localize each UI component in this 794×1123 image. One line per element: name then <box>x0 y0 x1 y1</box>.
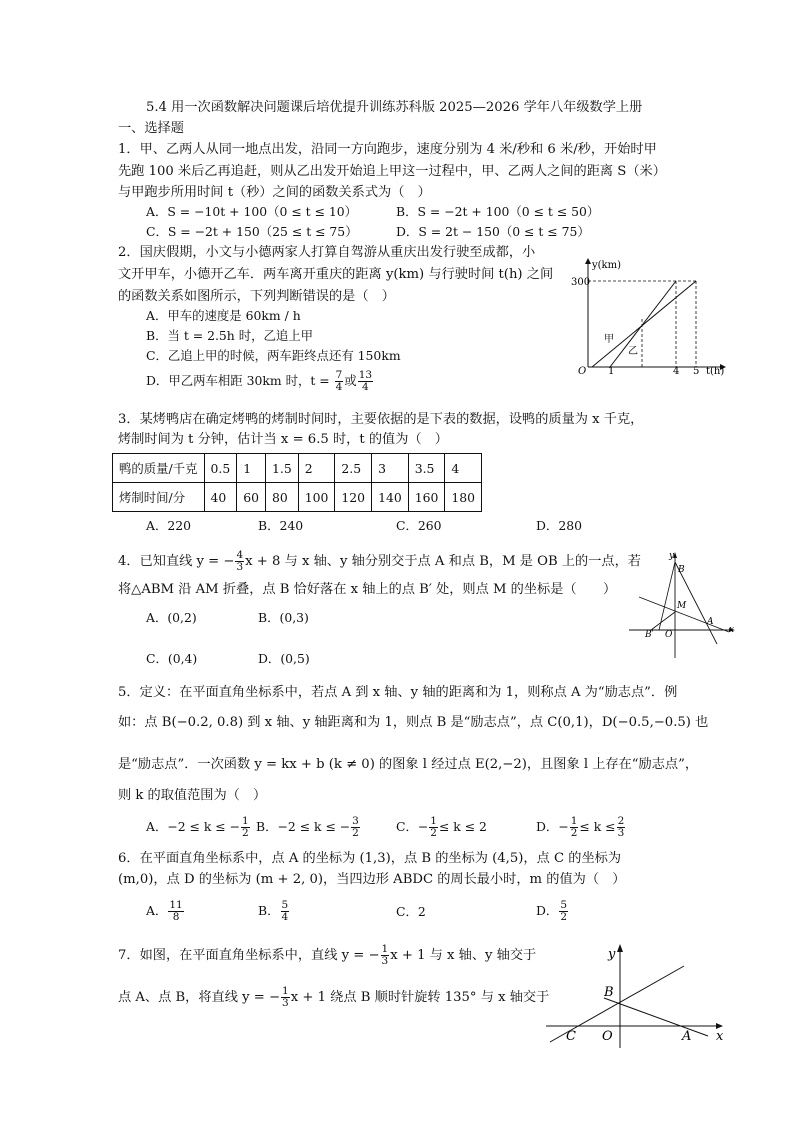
q4-option-d: D．(0,5) <box>258 651 310 666</box>
q1-line-3: 与甲跑步所用时间 t（秒）之间的函数关系式为（ ） <box>118 185 431 200</box>
q4-option-a: A．(0,2) <box>146 610 197 625</box>
q5-option-c: C．− $\frac{1}{2}$ ≤ k ≤ 2 <box>396 815 487 840</box>
table-cell: 2 <box>298 454 335 483</box>
axis-x-label: x <box>716 1029 724 1044</box>
table-cell: 烤制时间/分 <box>113 483 205 512</box>
fraction: $\frac{13}{4}$ <box>358 369 373 394</box>
fraction: $\frac{2}{3}$ <box>617 815 625 840</box>
q3-option-c: C．260 <box>396 518 442 533</box>
q7-line-1: 7．如图，在平面直角坐标系中，直线 y = − $\frac{1}{3}$ x + 1 与 x 轴、y 轴交于 <box>118 943 537 968</box>
q5-line-1: 5．定义：在平面直角坐标系中，若点 A 到 x 轴、y 轴的距离和为 1，则称点 A 为“励志点”．例 <box>118 685 678 700</box>
q4-option-c: C．(0,4) <box>146 651 198 666</box>
table-cell: 100 <box>298 483 335 512</box>
table-row <box>113 483 482 512</box>
axis-x-label: x <box>729 625 735 635</box>
q6-option-c: C．2 <box>396 904 426 919</box>
table-cell: 1.5 <box>266 454 299 483</box>
point-c-label: C <box>566 1029 576 1044</box>
fraction: $\frac{1}{3}$ <box>282 985 289 1010</box>
q6-line-2: (m,0)，点 D 的坐标为 (m + 2, 0)，当四边形 ABDC 的周长最小时，m 的值为（ ） <box>118 872 626 887</box>
fraction: $\frac{4}{3}$ <box>236 549 244 574</box>
origin-label: O <box>665 630 673 640</box>
point-b-label: B <box>678 565 685 575</box>
table-cell: 60 <box>237 483 266 512</box>
table-cell: 鸭的质量/千克 <box>113 454 205 483</box>
fraction: $\frac{11}{8}$ <box>169 899 183 924</box>
q5-option-d: D．− $\frac{1}{2}$ ≤ k ≤ $\frac{2}{3}$ <box>536 815 625 840</box>
q1-option-a: A．S = −10t + 100（0 ≤ t ≤ 10） <box>146 204 358 219</box>
table-cell: 140 <box>372 483 409 512</box>
q3-line-2: 烤制时间为 t 分钟，估计当 x = 6.5 时，t 的值为（ ） <box>118 432 448 447</box>
q4-fold-graph <box>625 548 737 660</box>
table-cell: 80 <box>266 483 299 512</box>
table-cell: 120 <box>335 483 372 512</box>
q1-line-1: 1．甲、乙两人从同一地点出发，沿同一方向跑步，速度分别为 4 米/秒和 6 米/秒，开始时甲 <box>118 142 657 157</box>
q3-option-a: A．220 <box>146 518 191 533</box>
q2-line-1: 2．国庆假期，小文与小德两家人打算自驾游从重庆出发行驶至成都，小 <box>118 245 536 260</box>
point-b-label: B <box>604 985 614 1000</box>
t-tick-1: 1 <box>608 366 615 377</box>
q2-option-a: A．甲车的速度是 60km / h <box>146 308 301 323</box>
table-row <box>113 454 482 483</box>
line-label-jia: 甲 <box>604 334 614 345</box>
q2-line-2: 文开甲车，小德开乙车．两车离开重庆的距离 y(km) 与行驶时间 t(h) 之间 <box>118 267 554 282</box>
q6-option-d: D． $\frac{5}{2}$ <box>536 899 568 924</box>
q2-line-3: 的函数关系如图所示，下列判断错误的是（ ） <box>118 289 395 304</box>
fraction: $\frac{1}{3}$ <box>381 943 389 968</box>
q2-option-d: D．甲乙两车相距 30km 时，t = $\frac{7}{4}$ 或 $\frac{13}{4}$ <box>146 369 373 394</box>
table-cell: 40 <box>204 483 237 512</box>
section-heading: 一、选择题 <box>118 121 184 136</box>
q3-option-d: D．280 <box>536 518 582 533</box>
q7-rotation-graph <box>544 940 734 1052</box>
fraction: $\frac{5}{4}$ <box>281 899 289 924</box>
table-cell: 3.5 <box>408 454 445 483</box>
fraction: $\frac{1}{2}$ <box>570 815 578 840</box>
fraction: $\frac{1}{2}$ <box>242 815 249 840</box>
q3-data-table <box>112 453 482 512</box>
q4-option-b: B．(0,3) <box>258 610 309 625</box>
line-label-yi: 乙 <box>628 346 638 357</box>
q1-line-2: 先跑 100 米后乙再追赶，则从乙出发开始追上甲这一过程中，甲、乙两人之间的距离 S（米） <box>118 164 666 179</box>
table-cell: 180 <box>445 483 482 512</box>
t-axis-label: t(h) <box>706 366 725 377</box>
origin-label: O <box>578 366 587 377</box>
table-cell: 3 <box>372 454 409 483</box>
q6-option-a: A． $\frac{11}{8}$ <box>146 899 183 924</box>
q1-option-c: C．S = −2t + 150（25 ≤ t ≤ 75） <box>146 224 358 239</box>
y-axis-label: y(km) <box>592 260 621 271</box>
q6-line-1: 6．在平面直角坐标系中，点 A 的坐标为 (1,3)，点 B 的坐标为 (4,5)，点 C 的坐标为 <box>118 851 622 866</box>
q5-line-4: 则 k 的取值范围为（ ） <box>118 788 267 803</box>
axis-y-label: y <box>669 551 675 561</box>
q7-line-2: 点 A、点 B，将直线 y = − $\frac{1}{3}$ x + 1 绕点 B 顺时针旋转 135° 与 x 轴交于 <box>118 985 550 1010</box>
q2-option-c: C．乙追上甲的时候，两车距终点还有 150km <box>146 348 401 363</box>
point-m-label: M <box>677 601 687 611</box>
q5-option-b: B．−2 ≤ k ≤ − $\frac{3}{2}$ <box>256 815 359 840</box>
fraction: $\frac{5}{2}$ <box>560 899 568 924</box>
fraction: $\frac{1}{2}$ <box>430 815 437 840</box>
table-cell: 160 <box>408 483 445 512</box>
table-cell: 0.5 <box>204 454 237 483</box>
point-a-label: A <box>682 1029 692 1044</box>
q1-option-b: B．S = −2t + 100（0 ≤ t ≤ 50） <box>396 204 600 219</box>
q4-line-1: 4．已知直线 y = − $\frac{4}{3}$ x + 8 与 x 轴、y 轴分别交于点 A 和点 B，M 是 OB 上的一点，若 <box>118 549 641 574</box>
axis-y-label: y <box>608 947 616 962</box>
q3-line-1: 3．某烤鸭店在确定烤鸭的烤制时间时，主要依据的是下表的数据，设鸭的质量为 x 千克， <box>118 412 644 427</box>
t-tick-5: 5 <box>693 366 700 377</box>
q5-line-3: 是“励志点”．一次函数 y = kx + b (k ≠ 0) 的图象 l 经过点 E(2,−2)，且图象 l 上存在“励志点”， <box>118 757 699 772</box>
q4-line-2: 将△ABM 沿 AM 折叠，点 B 恰好落在 x 轴上的点 B′ 处，则点 M 的坐标是（ ） <box>118 582 617 597</box>
q5-option-a: A．−2 ≤ k ≤ − $\frac{1}{2}$ <box>146 815 249 840</box>
table-cell: 2.5 <box>335 454 372 483</box>
fraction: $\frac{7}{4}$ <box>335 369 343 394</box>
table-cell: 1 <box>237 454 266 483</box>
q2-distance-time-graph <box>570 256 730 376</box>
point-a-label: A <box>707 617 714 627</box>
q1-option-d: D．S = 2t − 150（0 ≤ t ≤ 75） <box>396 224 590 239</box>
q3-option-b: B．240 <box>258 518 304 533</box>
origin-label: O <box>602 1029 613 1044</box>
q6-option-b: B． $\frac{5}{4}$ <box>258 899 289 924</box>
y-tick-300: 300 <box>571 277 591 288</box>
t-tick-4: 4 <box>673 366 680 377</box>
fraction: $\frac{3}{2}$ <box>352 815 359 840</box>
table-cell: 4 <box>445 454 482 483</box>
point-bprime-label: B′ <box>645 630 654 640</box>
q5-line-2: 如：点 B(−0.2, 0.8) 到 x 轴、y 轴距离和为 1，则点 B 是“励志点”，点 C(0,1)，D(−0.5,−0.5) 也 <box>118 715 709 730</box>
q2-option-b: B．当 t = 2.5h 时，乙追上甲 <box>146 328 314 343</box>
page-title: 5.4 用一次函数解决问题课后培优提升训练苏科版 2025—2026 学年八年级数学上册 <box>146 100 643 115</box>
